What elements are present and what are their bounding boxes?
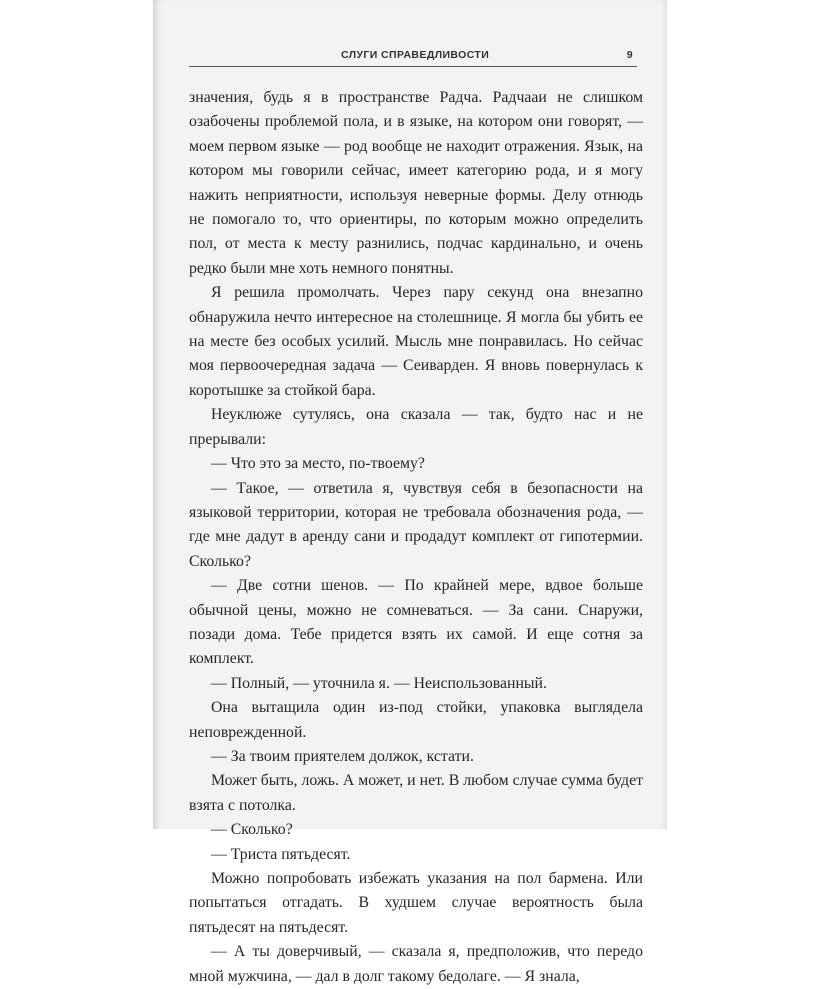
paragraph: Она вытащила один из-под стойки, упаковка выглядела неповрежденной.: [189, 699, 643, 741]
book-page: [153, 0, 667, 985]
paragraph: — Триста пятьдесят.: [211, 845, 351, 863]
paragraph: Может быть, ложь. А может, и нет. В любом случае сумма будет взята с потолка.: [189, 772, 643, 814]
running-header-title: СЛУГИ СПРАВЕДЛИВОСТИ: [341, 49, 490, 61]
paragraph: Я решила промолчать. Через пару секунд она внезапно обнаружила нечто интересное на столешнице. Я могла бы убить ее на месте без особых усилий. Мысль мне понравилась. Но сейчас моя первоочередная задача — Сеиварден. Я вновь повернулась к коротышке за стойкой бара.: [189, 284, 643, 399]
header-divider: [189, 66, 637, 67]
paragraph: Можно попробовать избежать указания на пол барменa. Или попытаться отгадать. В худшем случае вероятность была пятьдесят на пятьдесят.: [189, 870, 643, 936]
paragraph: — Сколько?: [211, 821, 293, 839]
paragraph: — Две сотни шенов. — По крайней мере, вдвое больше обычной цены, можно не сомневаться. — За сани. Снаружи, позади дома. Тебе придется взять их самой. И еще сотня за комплект.: [189, 577, 643, 668]
paragraph: — За твоим приятелем должок, кстати.: [211, 747, 474, 765]
running-header: [189, 47, 637, 63]
body-text: [189, 86, 643, 989]
paragraph: — Такое, — ответила я, чувствуя себя в безопасности на языковой территории, которая не требовала обозначения рода, — где мне дадут в аренду сани и продадут комплект от гипотермии. Сколько?: [189, 479, 643, 570]
paragraph: — Полный, — уточнила я. — Неиспользованный.: [211, 674, 547, 692]
page-number: 9: [626, 49, 633, 61]
paragraph: — Что это за место, по-твоему?: [211, 455, 425, 473]
paragraph: Неуклюже сутулясь, она сказала — так, будто нас и не прерывали:: [189, 406, 643, 448]
paragraph: — А ты доверчивый, — сказала я, предположив, что передо мной мужчина, — дал в долг такому бедолаге. — Я знала,: [189, 943, 643, 985]
paragraph: значения, будь я в пространстве Радча. Радчааи не слишком озабочены проблемой пола, и в языке, на котором они говорят, — моем первом языке — род вообще не находит отражения. Язык, на котором мы говорили сейчас, имеет категорию рода, и я могу нажить неприятности, используя неверные формы. Делу отнюдь не помогало то, что ориентиры, по которым можно определить пол, от места к месту разнились, подчас кардинально, и очень редко были мне хоть немного понятны.: [189, 89, 643, 277]
